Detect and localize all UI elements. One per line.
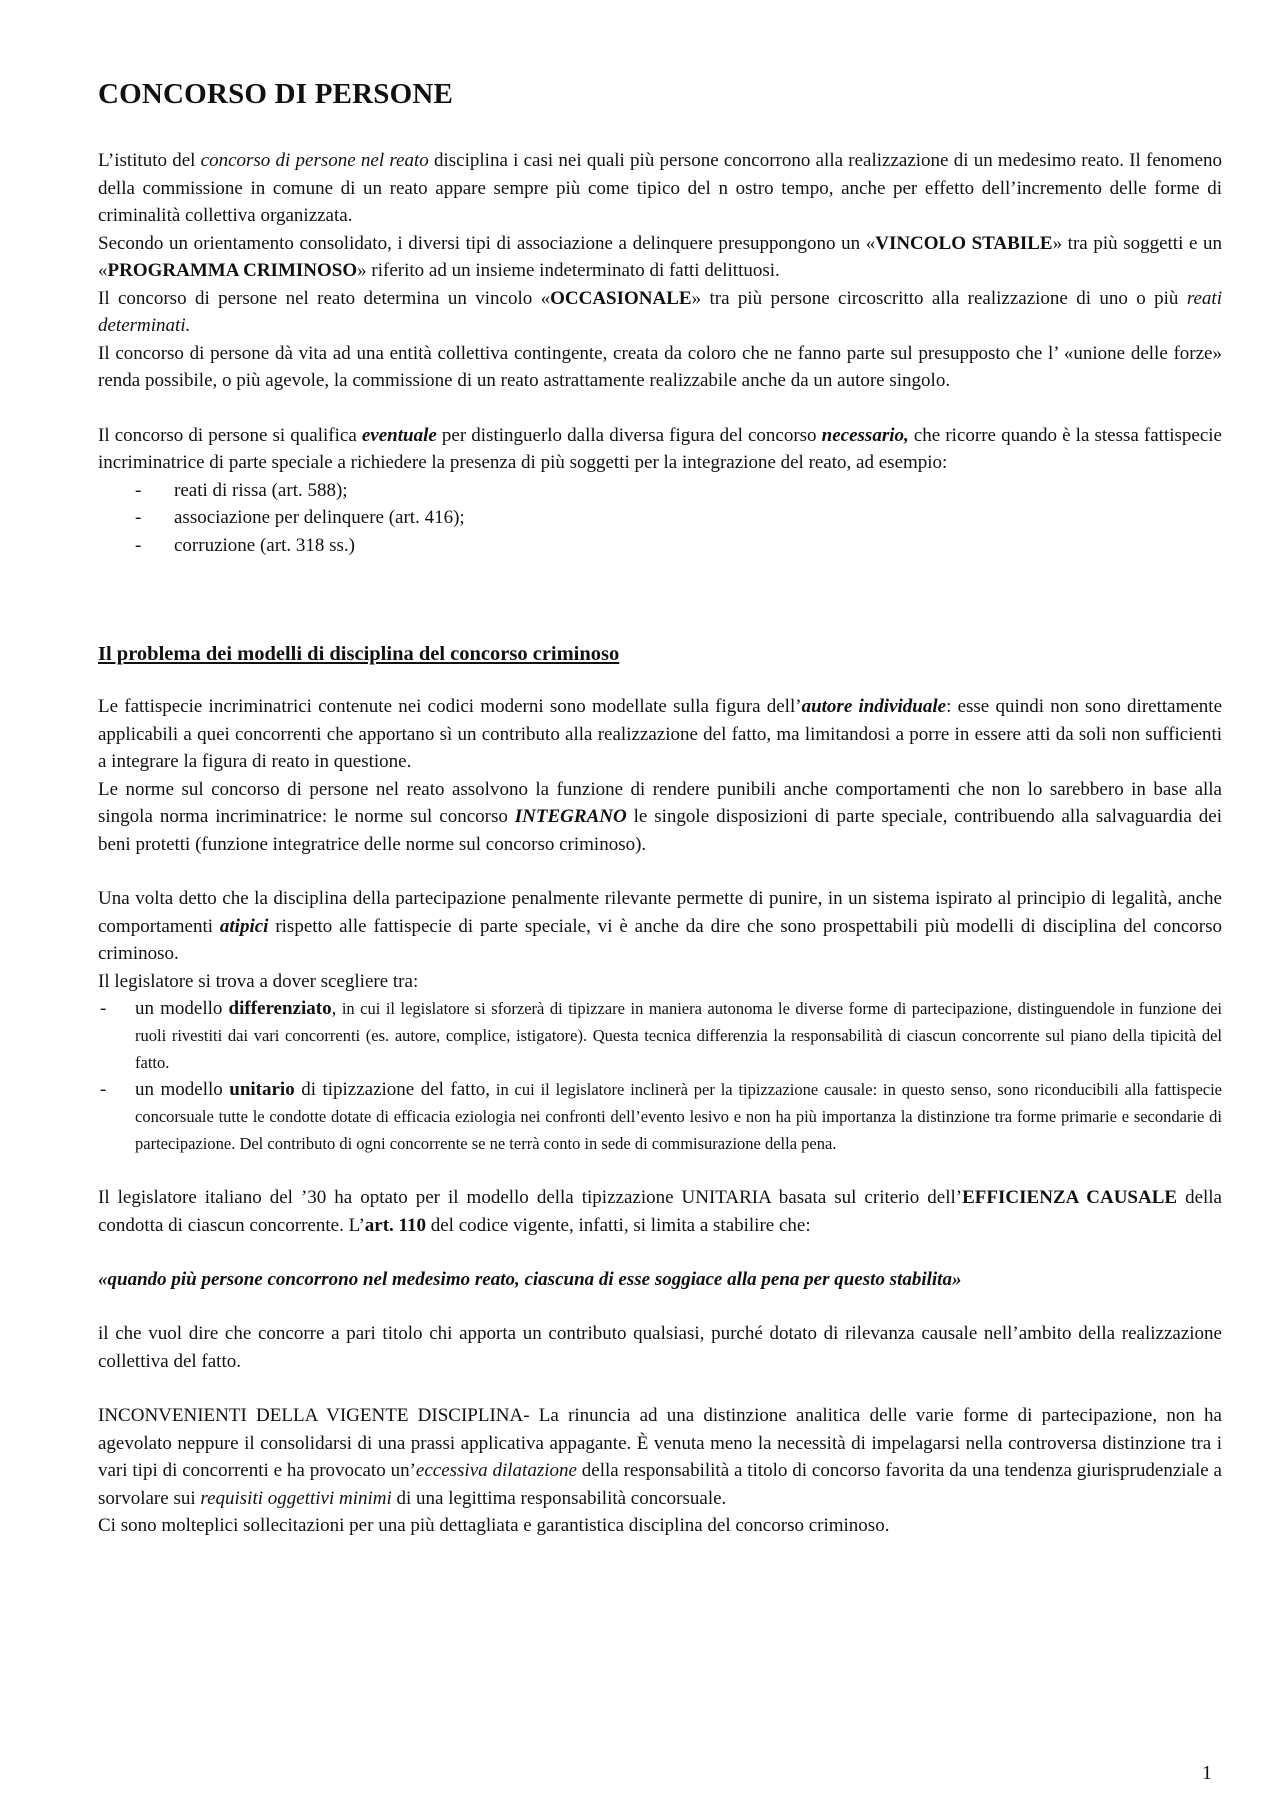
model-item-unitario <box>98 1076 1222 1157</box>
text-italic: requisiti oggettivi minimi <box>200 1487 392 1509</box>
text-run: Il legislatore italiano del ’30 ha optato per il modello della tipizzazione UNITARIA basata sul criterio dell’ <box>98 1187 963 1208</box>
spacer <box>98 1375 1222 1402</box>
section-heading: Il problema dei modelli di disciplina del concorso criminoso <box>98 643 620 665</box>
document-title: CONCORSO DI PERSONE <box>98 78 454 110</box>
text-bold: unitario <box>229 1079 295 1100</box>
article-110-quote: «quando più persone concorrono nel medesimo reato, ciascuna di esse soggiace alla pena per questo stabilita» <box>98 1269 962 1290</box>
text-small: in cui il legislatore si sforzerà di tipizzare in maniera autonoma le diverse forme di partecipazione, distinguendole in funzione dei ruoli rivestiti dai vari concorrenti (es. autore, complice, istigatore). Questa tecnica differenzia la responsabilità di ciascun concorrente sul piano della tipicità del fatto. <box>135 999 1222 1072</box>
text-run: Una volta detto che la disciplina della partecipazione penalmente rilevante permette di punire, in un sistema ispirato al principio di legalità, anche comportamenti <box>98 888 1222 937</box>
section2-paragraph-8: Ci sono molteplici sollecitazioni per una più dettagliata e garantistica disciplina del concorso criminoso. <box>98 1515 890 1536</box>
section2-paragraph-5 <box>98 1184 1222 1239</box>
section2-paragraph-1 <box>98 693 1222 776</box>
section2-paragraph-4: Il legislatore si trova a dover scegliere tra: <box>98 970 419 992</box>
text-bold: art. 110 <box>364 1214 426 1236</box>
spacer <box>98 1157 1222 1184</box>
text-run: Le fattispecie incriminatrici contenute nei codici moderni sono modellate sulla figura dell’ <box>98 696 802 717</box>
text-run: » tra più soggetti e un « <box>98 232 1222 281</box>
text-run: , <box>331 998 337 1019</box>
text-run: le singole disposizioni di parte speciale, contribuendo alla salvaguardia dei beni protetti (funzione integratrice delle norme sul concorso criminoso). <box>98 806 1222 855</box>
text-bold-italic: INTEGRANO <box>514 806 627 827</box>
text-small: in cui il legislatore inclinerà per la tipizzazione causale: in questo senso, sono riconducibili alla fattispecie concorsuale tutte le condotte dotate di efficacia eziologia nei confronti dell’evento lesivo e non ha più importanza la distinzione tra forme primarie e secondarie di partecipazione. Del contributo di ogni concorrente se ne terrà conto in sede di commisurazione della pena. <box>135 1080 1222 1153</box>
examples-list <box>98 477 1222 560</box>
text-bold-italic: atipici <box>219 915 269 937</box>
spacer <box>98 395 1222 422</box>
text-bold-italic: necessario, <box>821 424 909 446</box>
intro-paragraph-4: Il concorso di persone dà vita ad una entità collettiva contingente, creata da coloro che ne fanno parte sul presupposto che l’ «unione delle forze» renda possibile, o più agevole, la commissione di un reato astrattamente realizzabile anche da un autore singolo. <box>98 342 1222 391</box>
list-item <box>98 477 1222 505</box>
list-item <box>98 532 1222 560</box>
dash-bullet: - <box>100 1079 107 1100</box>
list-item-text: reati di rissa (art. 588); <box>174 479 348 501</box>
list-item-text: corruzione (art. 318 ss.) <box>174 534 355 556</box>
text-run: Le norme sul concorso di persone nel reato assolvono la funzione di rendere punibili anche comportamenti che non lo sarebbero in base alla singola norma incriminatrice: le norme sul concorso <box>98 778 1222 827</box>
section2-paragraph-6: il che vuol dire che concorre a pari titolo chi apporta un contributo qualsiasi, purché dotato di rilevanza causale nell’ambito della realizzazione collettiva del fatto. <box>98 1323 1222 1372</box>
text-bold-italic: eventuale <box>361 424 437 446</box>
section2-paragraph-7 <box>98 1402 1222 1512</box>
dash-bullet: - <box>135 479 142 501</box>
spacer <box>98 1293 1222 1320</box>
text-run: della condotta di ciascun concorrente. L’ <box>98 1187 1222 1236</box>
text-run: che ricorre quando è la stessa fattispecie incriminatrice di parte speciale a richiedere la presenza di più soggetti per la integrazione del reato, ad esempio: <box>98 424 1222 473</box>
text-run: disciplina i casi nei quali più persone concorrono alla realizzazione di un medesimo reato. Il fenomeno della commissione in comune di un reato appare sempre più come tipico del n ostro tempo, anche per effetto dell’incremento delle forme di criminalità collettiva organizzata. <box>98 150 1223 226</box>
spacer <box>98 1239 1222 1266</box>
intro-paragraph-3 <box>98 285 1222 340</box>
text-bold: PROGRAMMA CRIMINOSO <box>107 260 358 281</box>
text-run: di tipizzazione del fatto, <box>294 1079 490 1100</box>
text-run: di una legittima responsabilità concorsuale. <box>391 1487 727 1509</box>
text-run: per distinguerlo dalla diversa figura del concorso <box>436 424 822 446</box>
list-item <box>98 504 1222 532</box>
document-page <box>98 78 1222 1540</box>
text-run: INCONVENIENTI DELLA VIGENTE DISCIPLINA- La rinuncia ad una distinzione analitica delle varie forme di partecipazione, non ha agevolato neppure il consolidarsi di una prassi applicativa appagante. È venuta meno la necessità di impelagarsi nella controversa distinzione tra i vari tipi di concorrenti e ha provocato un’ <box>98 1405 1222 1481</box>
text-bold: OCCASIONALE <box>550 287 692 309</box>
text-italic: concorso di persone nel reato <box>200 150 429 171</box>
spacer <box>98 559 1222 643</box>
text-run: » riferito ad un insieme indeterminato di fatti delittuosi. <box>357 260 780 281</box>
text-run: del codice vigente, infatti, si limita a stabilire che: <box>426 1214 811 1236</box>
text-italic: reati determinati. <box>98 287 1222 336</box>
page-number: 1 <box>1202 1762 1212 1784</box>
section2-paragraph-3 <box>98 885 1222 968</box>
text-run: Il concorso di persone nel reato determina un vincolo « <box>98 287 551 309</box>
text-bold-italic: autore individuale <box>801 696 947 717</box>
text-run: Il concorso di persone si qualifica <box>98 424 362 446</box>
eventuale-paragraph <box>98 422 1222 477</box>
text-run: Secondo un orientamento consolidato, i diversi tipi di associazione a delinquere presuppongono un « <box>98 232 876 254</box>
text-run: della responsabilità a titolo di concorso favorita da una tendenza giurisprudenziale a sorvolare sui <box>98 1460 1222 1509</box>
models-list <box>98 995 1222 1157</box>
intro-paragraph-2 <box>98 230 1222 285</box>
dash-bullet: - <box>100 998 107 1019</box>
text-run: L’istituto del <box>98 150 201 171</box>
section2-paragraph-2 <box>98 776 1222 859</box>
text-bold: VINCOLO STABILE <box>875 232 1053 254</box>
text-run: : esse quindi non sono direttamente applicabili a quei concorrenti che apportano sì un contributo alla realizzazione del fatto, ma limitandosi a porre in essere atti da soli non sufficienti a integrare la figura di reato in questione. <box>98 696 1223 772</box>
text-bold: differenziato <box>228 998 332 1019</box>
text-run: un modello <box>135 1079 230 1100</box>
model-item-differenziato <box>98 995 1222 1076</box>
dash-bullet: - <box>135 534 142 556</box>
text-run: » tra più persone circoscritto alla realizzazione di uno o più <box>691 287 1187 309</box>
spacer <box>98 858 1222 885</box>
text-italic: eccessiva dilatazione <box>415 1460 577 1481</box>
text-run: un modello <box>135 998 229 1019</box>
list-item-text: associazione per delinquere (art. 416); <box>174 507 465 528</box>
intro-paragraph-1 <box>98 147 1222 230</box>
text-bold: EFFICIENZA CAUSALE <box>962 1187 1178 1208</box>
text-run: rispetto alle fattispecie di parte speciale, vi è anche da dire che sono prospettabili più modelli di disciplina del concorso criminoso. <box>98 915 1222 964</box>
dash-bullet: - <box>135 507 142 528</box>
